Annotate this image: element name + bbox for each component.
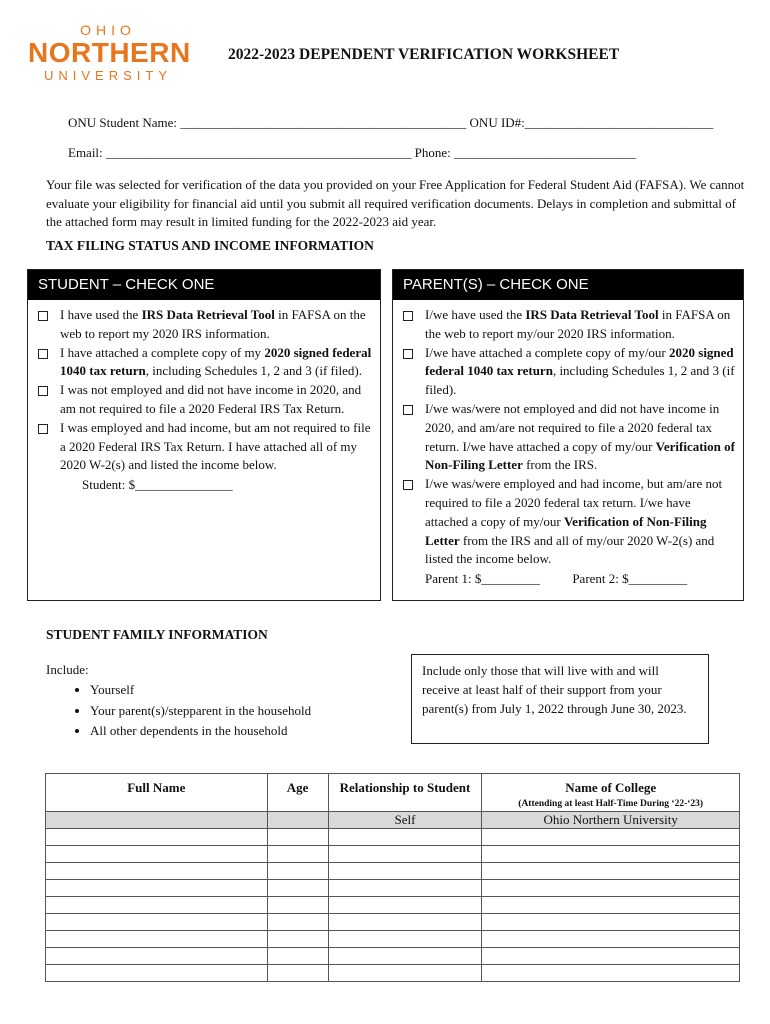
household-note-box: Include only those that will live with and will receive at least half of their support from your parent(s) from July 1, 2022 through June 30, 2023. [411, 654, 709, 744]
tax-section-title: TAX FILING STATUS AND INCOME INFORMATION [46, 238, 374, 253]
table-row [46, 829, 740, 846]
cell-college[interactable] [482, 897, 740, 914]
student-income-field[interactable]: Student: $_______________ [82, 477, 233, 493]
table-row [46, 846, 740, 863]
cell-college[interactable] [482, 948, 740, 965]
logo-line-northern: NORTHERN [28, 37, 191, 68]
parent-option-2[interactable]: I/we have attached a complete copy of my/our 2020 signed federal 1040 tax return, including Schedules 1, 2 and 3 (if filed). [393, 344, 735, 400]
cell-name[interactable] [46, 965, 268, 982]
table-row [46, 812, 740, 829]
cell-relationship[interactable] [328, 914, 482, 931]
cell-relationship[interactable]: Self [328, 812, 482, 829]
cell-name[interactable] [46, 846, 268, 863]
cell-age[interactable] [267, 931, 328, 948]
cell-relationship[interactable] [328, 948, 482, 965]
parent1-income-field[interactable]: Parent 1: $_________ [425, 571, 540, 587]
cell-college[interactable] [482, 846, 740, 863]
table-row [46, 965, 740, 982]
student-box-header: STUDENT – CHECK ONE [28, 270, 380, 300]
cell-age[interactable] [267, 948, 328, 965]
cell-age[interactable] [267, 897, 328, 914]
checkbox[interactable] [403, 480, 413, 490]
checkbox[interactable] [403, 405, 413, 415]
col-full-name: Full Name [46, 774, 268, 812]
table-row [46, 914, 740, 931]
parent-option-1[interactable]: I/we have used the IRS Data Retrieval Tool in FAFSA on the web to report my/our 2020 IRS information. [393, 306, 735, 344]
table-row [46, 931, 740, 948]
checkbox[interactable] [403, 349, 413, 359]
cell-name[interactable] [46, 948, 268, 965]
table-row [46, 948, 740, 965]
cell-age[interactable] [267, 914, 328, 931]
student-option-1[interactable]: I have used the IRS Data Retrieval Tool in FAFSA on the web to report my 2020 IRS information. [28, 306, 372, 344]
onu-logo [28, 22, 191, 84]
college-header-label: Name of College [565, 780, 657, 795]
cell-age[interactable] [267, 863, 328, 880]
student-option-2[interactable]: I have attached a complete copy of my 2020 signed federal 1040 tax return, including Schedules 1, 2 and 3 (if filed). [28, 344, 372, 382]
student-option-3[interactable]: I was not employed and did not have income in 2020, and am not required to file a 2020 Federal IRS Tax Return. [28, 381, 372, 419]
parent-option-4[interactable]: I/we was/were employed and had income, but am/are not required to file a 2020 federal tax return. I/we have attached a copy of my/our Verification of Non-Filing Letter from the IRS and all of my/our 2020 W-2(s) and listed the income below. [393, 475, 735, 569]
cell-relationship[interactable] [328, 863, 482, 880]
col-college [482, 774, 740, 812]
checkbox[interactable] [403, 311, 413, 321]
cell-college[interactable]: Ohio Northern University [482, 812, 740, 829]
cell-relationship[interactable] [328, 829, 482, 846]
cell-age[interactable] [267, 880, 328, 897]
cell-name[interactable] [46, 812, 268, 829]
logo-line-university: UNIVERSITY [43, 68, 172, 83]
name-id-line[interactable]: ONU Student Name: ____________________________________________ ONU ID#:_____________________________ [68, 115, 714, 130]
family-table [45, 773, 740, 982]
cell-relationship[interactable] [328, 897, 482, 914]
cell-college[interactable] [482, 829, 740, 846]
cell-age[interactable] [267, 829, 328, 846]
cell-age[interactable] [267, 846, 328, 863]
cell-relationship[interactable] [328, 931, 482, 948]
cell-age[interactable] [267, 812, 328, 829]
college-header-note: (Attending at least Half-Time During ‘22-‘23) [518, 799, 704, 809]
cell-name[interactable] [46, 880, 268, 897]
table-row [46, 863, 740, 880]
cell-name[interactable] [46, 897, 268, 914]
student-option-4[interactable]: I was employed and had income, but am not required to file a 2020 Federal IRS Tax Return. I have attached all of my 2020 W-2(s) and listed the income below. [28, 419, 372, 475]
parent-check-box [392, 269, 744, 601]
parent-box-header: PARENT(S) – CHECK ONE [393, 270, 743, 300]
parent-option-3[interactable]: I/we was/were not employed and did not have income in 2020, and am/are not required to file a 2020 federal tax return. I/we have attached a copy of my/our Verification of Non-Filing Letter from the IRS. [393, 400, 735, 475]
checkbox[interactable] [38, 349, 48, 359]
table-row [46, 880, 740, 897]
cell-college[interactable] [482, 931, 740, 948]
list-item: • Yourself [90, 680, 311, 701]
table-row [46, 897, 740, 914]
page-title: 2022-2023 DEPENDENT VERIFICATION WORKSHEET [228, 46, 620, 63]
include-list [46, 680, 311, 742]
parent2-income-field[interactable]: Parent 2: $_________ [572, 571, 688, 587]
checkbox[interactable] [38, 424, 48, 434]
intro-paragraph: Your file was selected for verification of the data you provided on your Free Application for Federal Student Aid (FAFSA). We cannot evaluate your eligibility for financial aid until you submit all required verification documents. Delays in completion and submittal of the attached form may result in limited funding for the 2022-2023 aid year. [46, 177, 745, 229]
cell-name[interactable] [46, 931, 268, 948]
cell-name[interactable] [46, 863, 268, 880]
include-label: Include: [46, 662, 89, 677]
cell-relationship[interactable] [328, 880, 482, 897]
checkbox[interactable] [38, 386, 48, 396]
cell-name[interactable] [46, 914, 268, 931]
col-age: Age [267, 774, 328, 812]
cell-college[interactable] [482, 965, 740, 982]
list-item: • Your parent(s)/stepparent in the household [90, 701, 311, 722]
cell-college[interactable] [482, 863, 740, 880]
col-relationship: Relationship to Student [328, 774, 482, 812]
cell-name[interactable] [46, 829, 268, 846]
email-phone-line[interactable]: Email: _______________________________________________ Phone: ____________________________ [68, 145, 637, 160]
list-item: • All other dependents in the household [90, 721, 311, 742]
student-check-box [27, 269, 381, 601]
cell-relationship[interactable] [328, 846, 482, 863]
checkbox[interactable] [38, 311, 48, 321]
logo-line-ohio: OHIO [80, 22, 136, 38]
family-section-title: STUDENT FAMILY INFORMATION [46, 627, 268, 642]
cell-age[interactable] [267, 965, 328, 982]
cell-college[interactable] [482, 914, 740, 931]
cell-relationship[interactable] [328, 965, 482, 982]
cell-college[interactable] [482, 880, 740, 897]
